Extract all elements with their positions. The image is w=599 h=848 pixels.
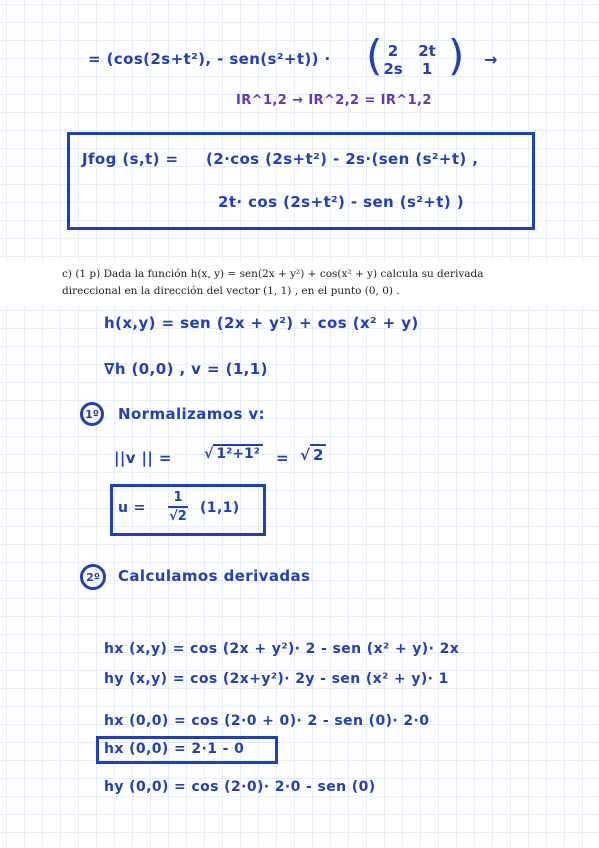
hx-general: hx (x,y) = cos (2x + y²)· 2 - sen (x² + y)· 2x <box>104 641 460 657</box>
norm-result: √ 2 <box>300 444 326 464</box>
matrix <box>376 42 444 78</box>
gradient-line: ∇h (0,0) , v = (1,1) <box>104 360 268 378</box>
fraction-bar <box>168 506 188 508</box>
step-2-title: Calculamos derivadas <box>118 567 311 585</box>
norm-equals: = <box>276 449 289 467</box>
fraction-denominator: √2 <box>169 509 187 524</box>
hx-at-origin-result: hx (0,0) = 2·1 - 0 <box>104 741 245 757</box>
problem-line-2: direccional en la dirección del vector (1, 1) , en el punto (0, 0) . <box>62 285 400 297</box>
matrix-cell: 2 <box>387 42 399 60</box>
h-definition: h(x,y) = sen (2x + y²) + cos (x² + y) <box>104 314 419 332</box>
hy-at-origin: hy (0,0) = cos (2·0)· 2·0 - sen (0) <box>104 779 376 795</box>
problem-statement <box>0 262 599 306</box>
step-1-title: Normalizamos v: <box>118 405 266 423</box>
fraction-numerator: 1 <box>173 490 183 505</box>
norm-sqrt: √ 1²+1² <box>204 444 263 462</box>
jacobian-box <box>67 132 535 230</box>
step-2-number: 2º <box>86 570 100 584</box>
jacobian-lhs: Jfog (s,t) = <box>82 150 179 168</box>
unit-vector-value: (1,1) <box>200 500 240 516</box>
step-1-badge <box>80 402 104 426</box>
norm-radicand: 1²+1² <box>213 444 262 462</box>
step-2-badge <box>80 564 106 590</box>
jacobian-line2: 2t· cos (2s+t²) - sen (s²+t) ) <box>218 193 464 211</box>
matrix-cell: 2s <box>383 60 403 78</box>
unit-vector-lhs: u = <box>118 500 146 516</box>
step-1-number: 1º <box>85 407 99 421</box>
matrix-right-paren: ) <box>448 31 465 80</box>
top-equation: = (cos(2s+t²), - sen(s²+t)) · <box>88 50 331 68</box>
norm-result-radicand: 2 <box>310 444 326 464</box>
problem-line-1: c) (1 p) Dada la función h(x, y) = sen(2x + y²) + cos(x² + y) calcula su derivada <box>62 268 484 280</box>
matrix-cell: 2t <box>418 42 436 60</box>
dimension-line: IR^1,2 → IR^2,2 = IR^1,2 <box>236 93 432 108</box>
top-arrow: → <box>484 50 498 69</box>
jacobian-line1: (2·cos (2s+t²) - 2s·(sen (s²+t) , <box>206 150 479 168</box>
unit-vector-fraction <box>168 490 188 524</box>
matrix-left-paren: ( <box>366 31 383 80</box>
hx-at-origin-expanded: hx (0,0) = cos (2·0 + 0)· 2 - sen (0)· 2·0 <box>104 713 430 729</box>
matrix-cell: 1 <box>421 60 433 78</box>
hy-general: hy (x,y) = cos (2x+y²)· 2y - sen (x² + y)· 1 <box>104 671 449 687</box>
norm-lhs: ||v || = <box>114 449 172 467</box>
